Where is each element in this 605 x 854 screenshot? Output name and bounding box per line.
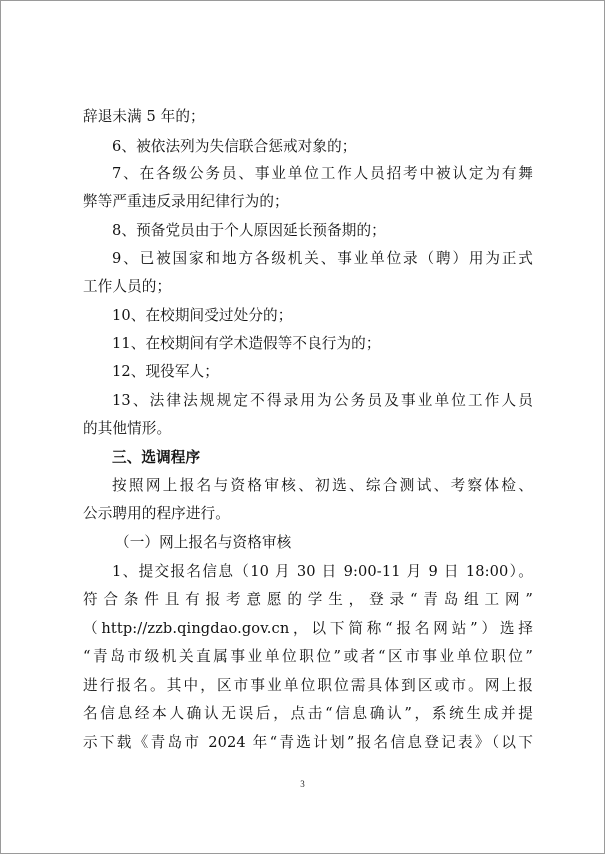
step1-line-6: 名信息经本人确认无误后，点击“信息确认”，系统生成并提: [83, 705, 533, 722]
list-item-9: 9、已被国家和地方各级机关、事业单位录（聘）用为正式: [112, 250, 533, 267]
list-item-7: 7、在各级公务员、事业单位工作人员招考中被认定为有舞: [112, 165, 533, 182]
list-item-13-cont: 的其他情形。: [83, 420, 172, 437]
list-item-13: 13、法律法规规定不得录用为公务员及事业单位工作人员: [112, 392, 533, 409]
list-item-11: 11、在校期间有学术造假等不良行为的；: [112, 335, 381, 352]
list-item-12: 12、现役军人；: [112, 363, 219, 380]
list-item-8: 8、预备党员由于个人原因延长预备期的；: [112, 222, 386, 239]
section-heading: 三、选调程序: [112, 449, 201, 466]
step1-line-1: 1、提交报名信息（10 月 30 日 9:00-11 月 9 日 18:00）。: [112, 563, 533, 580]
step1-line-7: 示下载《青岛市 2024 年“青选计划”报名信息登记表》（以下: [83, 734, 533, 751]
step1-line-4: “青岛市级机关直属事业单位职位”或者“区市事业单位职位”: [83, 648, 533, 665]
list-item-10: 10、在校期间受过处分的；: [112, 307, 293, 324]
step1-line-2: 符合条件且有报考意愿的学生，登录“青岛组工网”: [83, 591, 533, 608]
step1-line-5: 进行报名。其中，区市事业单位职位需具体到区或市。网上报: [83, 677, 533, 694]
list-item-6: 6、被依法列为失信联合惩戒对象的；: [112, 138, 357, 155]
procedure-line-1: 按照网上报名与资格审核、初选、综合测试、考察体检、: [112, 477, 533, 494]
procedure-line-2: 公示聘用的程序进行。: [83, 505, 230, 522]
subsection-heading: （一）网上报名与资格审核: [115, 534, 292, 551]
page-number: 3: [300, 779, 305, 789]
body-line-1: 辞退未满 5 年的；: [83, 108, 205, 125]
step1-line-3: （http://zzb.qingdao.gov.cn，以下简称“报名网站”）选择: [83, 620, 533, 637]
list-item-9-cont: 工作人员的；: [83, 278, 172, 295]
list-item-7-cont: 弊等严重违反录用纪律行为的；: [83, 193, 289, 210]
